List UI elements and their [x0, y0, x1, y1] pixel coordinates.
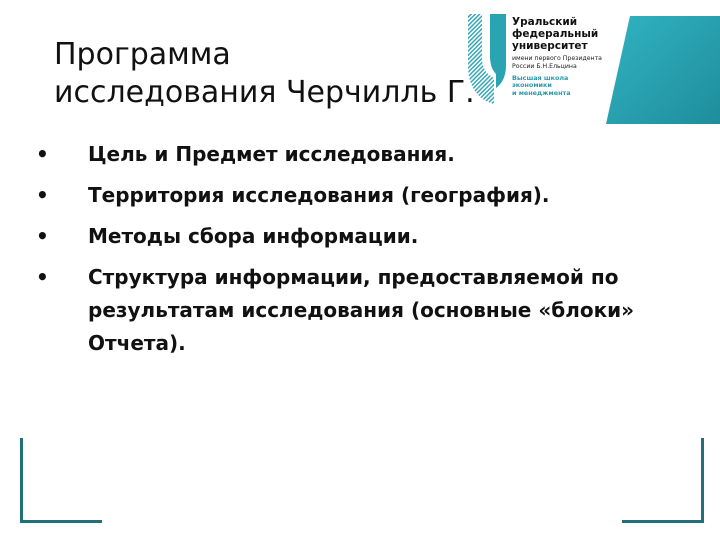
bullet-icon: • — [36, 265, 49, 289]
bullet-list — [36, 138, 656, 368]
logo-name-line: университет — [512, 40, 588, 52]
logo-name-line: федеральный — [512, 28, 599, 40]
logo-subtitle-line: имени первого Президента — [512, 55, 602, 62]
logo-subtitle-line: России Б.Н.Ельцина — [512, 63, 577, 70]
logo-school-line: Высшая школа — [512, 74, 569, 82]
bullet-text: Цель и Предмет исследования. — [88, 142, 455, 166]
bullet-item — [36, 179, 656, 212]
logo-name-line: Уральский — [512, 16, 578, 28]
title-line: исследования Черчилль Г. — [54, 75, 475, 110]
bullet-icon: • — [36, 142, 49, 166]
slide-title — [54, 36, 614, 112]
bullet-text: Методы сбора информации. — [88, 224, 419, 248]
bullet-text: Территория исследования (география). — [88, 183, 550, 207]
bullet-icon: • — [36, 224, 49, 248]
corner-frame-bottom-left — [20, 438, 102, 523]
bullet-text: Структура информации, предоставляемой по результатам исследования (основные «блоки» Отчета). — [88, 265, 635, 355]
title-line: Программа — [54, 37, 231, 72]
bullet-item — [36, 220, 656, 253]
logo-school-line: и менеджмента — [512, 88, 571, 97]
logo-school-line: экономики — [512, 81, 552, 90]
corner-frame-bottom-right — [622, 438, 704, 523]
teal-accent-panel — [606, 16, 720, 124]
bullet-item — [36, 261, 656, 360]
bullet-item — [36, 138, 656, 171]
bullet-icon: • — [36, 183, 49, 207]
